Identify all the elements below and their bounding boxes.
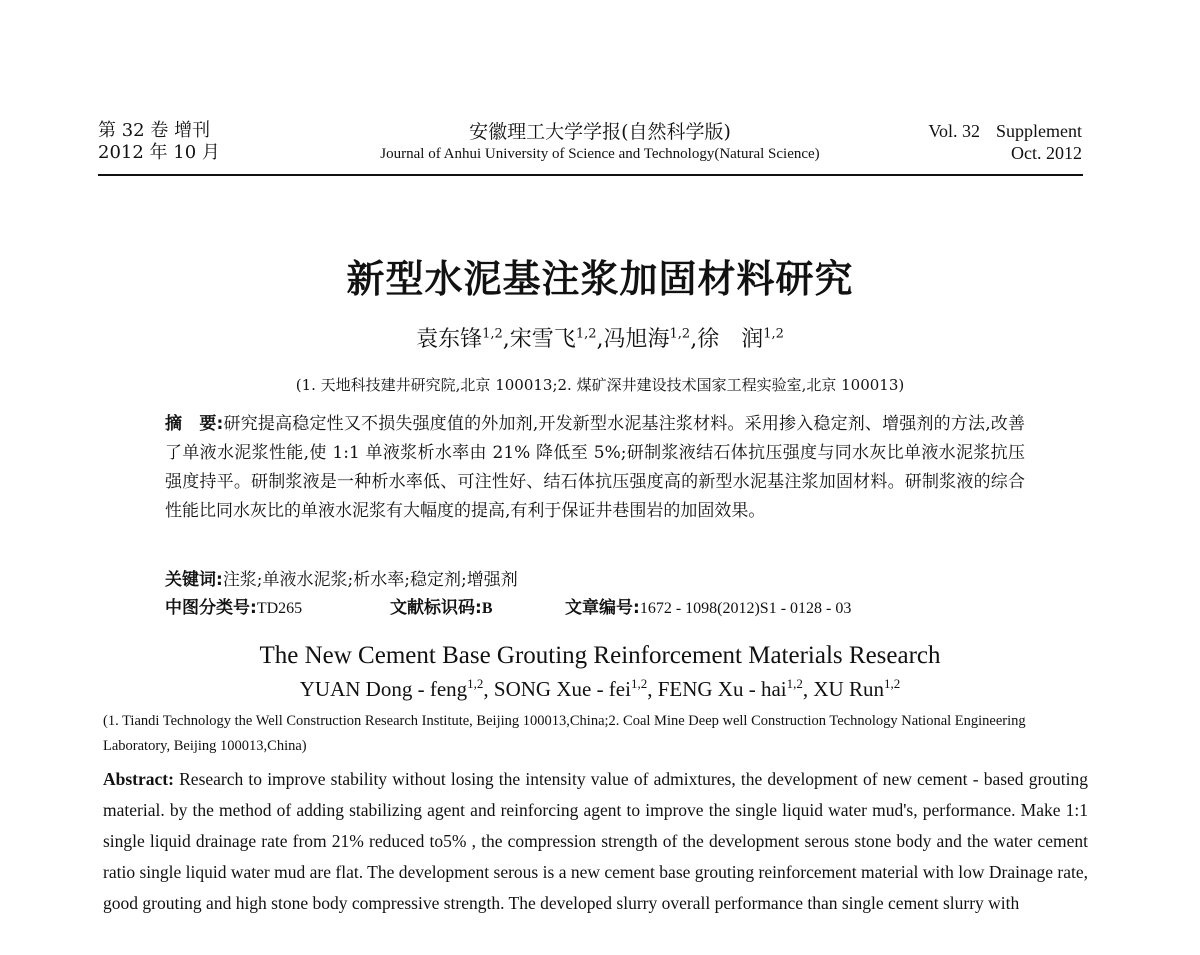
journal-name-en: Journal of Anhui University of Science and Technology(Natural Science)	[380, 146, 820, 162]
abstract-en	[103, 764, 1088, 919]
keywords-cn	[165, 565, 1025, 590]
affiliation-en: (1. Tiandi Technology the Well Construction Research Institute, Beijing 100013,China;2. Coal Mine Deep well Construction Technology National Engineering Laboratory, Beijing 100013,China)	[103, 713, 1026, 754]
author-affil-sup: 1,2	[575, 326, 597, 342]
abstract-label-en: Abstract:	[103, 769, 174, 789]
header-center	[300, 120, 900, 164]
author-cn: 宋雪飞	[509, 327, 576, 352]
article-id-value: 1672 - 1098(2012)S1 - 0128 - 03	[639, 600, 852, 617]
date-cn: 2012 年 10 月	[98, 142, 220, 163]
author-affil-sup: 1,2	[763, 326, 784, 342]
volume-cn: 第 32 卷 增刊	[98, 120, 211, 141]
author-affil-sup: 1,2	[669, 326, 691, 342]
article-id-label: 文章编号:	[565, 598, 640, 618]
document-code	[390, 593, 492, 618]
article-title-en: The New Cement Base Grouting Reinforcement Materials Research	[259, 642, 941, 669]
clc-value: TD265	[256, 600, 303, 617]
author-en: XU Run	[813, 677, 884, 701]
author-affil-sup: 1,2	[482, 326, 503, 342]
keywords-text-cn: 注浆;单液水泥浆;析水率;稳定剂;增强剂	[222, 570, 518, 590]
author-affil-sup: 1,2	[883, 676, 901, 691]
abstract-text-cn: 研究提高稳定性又不损失强度值的外加剂,开发新型水泥基注浆材料。采用掺入稳定剂、增强剂的方法,改善了单液水泥浆性能,使 1:1 单液浆析水率由 21% 降低至 5%;研制浆液结石体抗压强度与同水灰比单液水泥浆抗压强度持平。研制浆液是一种析水率低、可注性好、结石体抗压强度高的新型水泥基注浆加固材料。研制浆液的综合性能比同水灰比的单液水泥浆有大幅度的提高,有利于保证井巷围岩的加固效果。	[165, 414, 1025, 521]
author-en: FENG Xu - hai	[657, 677, 787, 701]
clc-number	[165, 598, 302, 617]
author-cn: 袁东锋	[416, 327, 483, 352]
author-affil-sup: 1,2	[467, 676, 484, 691]
abstract-cn	[165, 410, 1025, 526]
author-en: YUAN Dong - feng	[299, 677, 468, 701]
author-affil-sup: 1,2	[630, 676, 648, 691]
author-cn: 冯旭海	[603, 327, 670, 352]
doc-code-value: B	[481, 600, 493, 617]
journal-name-cn: 安徽理工大学学报(自然科学版)	[469, 121, 731, 143]
header-right	[912, 120, 1082, 164]
abstract-label-cn: 摘 要:	[165, 414, 224, 434]
article-id	[565, 593, 851, 618]
header-left	[98, 120, 220, 164]
author-affil-sup: 1,2	[786, 676, 803, 691]
keywords-label-cn: 关键词:	[165, 570, 223, 590]
affiliation-cn: (1. 天地科技建井研究院,北京 100013;2. 煤矿深井建设技术国家工程实验室,北京 100013)	[295, 376, 905, 394]
abstract-text-en: Research to improve stability without losing the intensity value of admixtures, the development of new cement - based grouting material. by the method of adding stabilizing agent and reinforcing agent to improve the single liquid water mud's, performance. Make 1:1 single liquid drainage rate from 21% reduced to5% , the compression strength of the development serous stone body and the water cement ratio single liquid water mud are flat. The development serous is a new cement base grouting reinforcement material with low Drainage rate, good grouting and high stone body compressive strength. The developed slurry overall performance than single cement slurry with	[103, 769, 1088, 913]
volume-en-row	[912, 120, 1082, 142]
author-en: SONG Xue - fei	[493, 677, 631, 701]
clc-label: 中图分类号:	[165, 598, 257, 618]
article-title-cn: 新型水泥基注浆加固材料研究	[346, 256, 854, 301]
classification-row	[165, 593, 1025, 618]
supplement-en: Supplement	[996, 121, 1082, 141]
volume-en: Vol. 32	[928, 121, 980, 141]
author-cn: 徐 润	[697, 327, 764, 352]
authors-cn: 袁东锋$^{1,2}$,宋雪飞$^{1,2}$,冯旭海$^{1,2}$,徐 润$^{1,2}$	[416, 326, 784, 352]
header-rule	[98, 174, 1083, 176]
date-en: Oct. 2012	[1011, 143, 1082, 163]
authors-en: YUAN Dong - feng$^{1,2}$, SONG Xue - fei$^{1,2}$, FENG Xu - hai$^{1,2}$, XU Run$^{1,2}$	[299, 676, 901, 701]
doc-code-label: 文献标识码:	[390, 598, 482, 618]
